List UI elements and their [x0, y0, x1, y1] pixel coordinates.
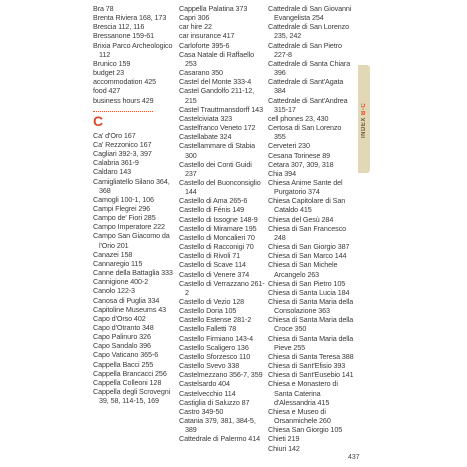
index-entry: Chiesa del Gesù 284 — [268, 214, 334, 224]
index-entry: Chiesa Anime Sante del Purgatorio 374 — [268, 177, 343, 197]
index-entry: Calabria 361-9 — [93, 158, 139, 168]
index-entry: Castello di Vezio 128 — [179, 297, 245, 306]
index-entry: Capo Vaticano 365-6 — [93, 350, 159, 360]
index-entry: Cattedrale di Sant'Andrea 315-17 — [268, 95, 348, 114]
index-entry: Castello Doria 105 — [179, 306, 237, 316]
index-entry: Castellabate 324 — [179, 132, 232, 142]
index-entry: Cappella Colleoni 128 — [93, 377, 162, 387]
index-entry: Casa Natale di Raffaello 253 — [179, 49, 254, 68]
index-entry: Castelfranco Veneto 172 — [179, 123, 256, 133]
index-entry: Chiuri 142 — [268, 443, 300, 453]
index-entry: Castelmezzano 356-7, 359 — [179, 370, 263, 380]
index-entry: Cappella Bacci 255 — [93, 359, 154, 369]
index-entry: Castello di Rivoli 71 — [179, 251, 241, 261]
tab-word: INDEX — [361, 116, 367, 138]
index-entry: Castello di Racconigi 70 — [179, 242, 254, 252]
index-entry: Capo d'Otranto 348 — [93, 323, 154, 332]
index-entry: Chiesa di Santa Teresa 388 — [268, 351, 354, 361]
index-entry: Chiesa di San Francesco 248 — [268, 223, 347, 242]
index-entry: Chiesa di San Michele Arcangelo 263 — [268, 260, 338, 279]
letter-heading: C — [93, 112, 104, 129]
index-entry: Cerveteri 230 — [268, 141, 310, 151]
letter-separator — [93, 111, 153, 112]
index-entry: Castel Gandolfo 211-12, 215 — [179, 86, 255, 105]
index-entry: Capo Palinuro 326 — [93, 332, 151, 342]
index-entry: Chia 394 — [268, 168, 296, 178]
index-entry: Cannaregio 115 — [93, 258, 143, 268]
index-entry: Campi Flegrei 296 — [93, 203, 151, 213]
index-entry: Canosa di Puglia 334 — [93, 295, 160, 305]
index-entry: Ca' d'Oro 167 — [93, 130, 136, 140]
index-entry: Cattedrale di Sant'Agata 384 — [268, 77, 344, 96]
index-entry: budget 23 — [93, 68, 125, 78]
index-entry: Cappella Brancacci 256 — [93, 368, 167, 378]
index-entry: Canazei 158 — [93, 249, 133, 259]
index-entry: Castel Trauttmansdorff 143 — [179, 104, 263, 114]
index-entry: Chieti 219 — [268, 434, 300, 444]
index-entry: Castiglia di Saluzzo 87 — [179, 397, 250, 407]
index-entry: Castello di Scave 114 — [179, 260, 246, 270]
index-entry: Castel del Monte 333-4 — [179, 77, 252, 87]
index-entry: Casarano 350 — [179, 68, 223, 78]
index-entry: Canne della Battaglia 333 — [93, 268, 173, 278]
index-tab-label — [360, 100, 368, 140]
index-entry: Castelsardo 404 — [179, 379, 230, 389]
index-entry: Cannigione 400-2 — [93, 277, 149, 287]
index-entry: Chiesa di Santa Maria della Croce 350 — [268, 315, 354, 334]
index-entry: Bressanone 159-61 — [93, 31, 155, 41]
index-entry: Chiesa e Monastero di Santa Caterina d'Alessandria 415 — [268, 379, 338, 407]
index-entry: food 427 — [93, 86, 121, 96]
index-entry: Canolo 122-3 — [93, 286, 135, 296]
index-entry: Castello dei Conti Guidi 237 — [179, 159, 252, 178]
index-entry: Campo de' Fiori 285 — [93, 213, 156, 223]
index-group-c-continued — [179, 4, 265, 444]
index-entry: Cesana Torinese 89 — [268, 150, 330, 160]
index-entry: Castellammare di Stabia 300 — [179, 141, 255, 160]
index-entry: Chiesa di Santa Lucia 184 — [268, 287, 350, 297]
index-entry: Castro 349-50 — [179, 406, 224, 416]
index-entry: Cagliari 392-3, 397 — [93, 149, 152, 159]
index-entry: Chiesa di Sant'Efisio 393 — [268, 361, 346, 371]
index-entry: Chiesa di San Giorgio 387 — [268, 242, 350, 252]
index-entry: Chiesa di Santa Maria della Consolazione 363 — [268, 297, 354, 316]
index-entry: Chiesa di Sant'Eusebio 141 — [268, 370, 354, 380]
index-entry: Chiesa di San Pietro 105 — [268, 278, 346, 288]
page-number: 437 — [348, 454, 360, 461]
index-entry: Camogli 100-1, 106 — [93, 194, 154, 204]
index-entry: Castello Sforzesco 110 — [179, 351, 251, 361]
index-entry: Brunico 159 — [93, 58, 131, 68]
index-entry: Carloforte 395-6 — [179, 40, 230, 50]
index-entry: Castello del Buonconsiglio 144 — [179, 177, 261, 197]
index-entry: Cattedrale di San Giovanni Evangelista 254 — [268, 4, 352, 23]
index-entry: Cattedrale di Santa Chiara 396 — [268, 58, 351, 78]
index-entry: Capo d'Orso 402 — [93, 313, 146, 323]
index-entry: Brixia Parco Archeologico 112 — [93, 40, 173, 59]
index-entry: Chiesa e Museo di Orsanmichele 260 — [268, 406, 331, 426]
index-group-c-continued-2 — [268, 4, 354, 453]
index-group-c — [93, 131, 173, 406]
index-entry: Castelvecchio 114 — [179, 388, 236, 398]
index-entry: Castello Falletti 78 — [179, 324, 237, 334]
index-entry: Castello Svevo 338 — [179, 361, 240, 371]
index-entry: car insurance 417 — [179, 31, 235, 41]
index-entry: Castello di Issogne 148-9 — [179, 214, 258, 224]
index-entry: Castello Firmiano 143-4 — [179, 333, 254, 343]
index-entry: Chiesa Capitolare di San Cataldo 415 — [268, 196, 346, 215]
index-entry: Chiesa di Santa Maria della Pieve 255 — [268, 333, 354, 352]
index-entry: Capri 306 — [179, 13, 210, 23]
index-entry: Catania 379, 381, 384-5, 389 — [179, 416, 256, 435]
index-column-3 — [268, 4, 354, 453]
index-entry: Camigliatello Silano 364, 368 — [93, 176, 170, 195]
index-entry: Brenta Riviera 168, 173 — [93, 13, 167, 23]
index-entry: Capitoline Museums 43 — [93, 304, 167, 314]
index-entry: Caldaro 143 — [93, 167, 132, 177]
index-group-b — [93, 4, 173, 105]
index-entry: Cattedrale di San Lorenzo 235, 242 — [268, 22, 350, 41]
index-entry: Cattedrale di Palermo 414 — [179, 434, 261, 444]
index-entry: Certosa di San Lorenzo 355 — [268, 123, 342, 142]
index-entry: cell phones 23, 430 — [268, 113, 329, 123]
index-entry: Brescia 112, 116 — [93, 22, 145, 32]
index-column-2 — [179, 4, 265, 444]
index-entry: Castelciviata 323 — [179, 113, 233, 123]
index-entry: Castello di Venere 374 — [179, 269, 250, 279]
index-entry: Bra 78 — [93, 4, 114, 13]
tab-letters: B-C — [361, 102, 367, 115]
index-entry: Cattedrale di San Pietro 227-8 — [268, 40, 342, 59]
index-entry: Castello di Miramare 195 — [179, 223, 257, 233]
index-column-1 — [93, 4, 173, 405]
index-entry: Castello Estense 281-2 — [179, 315, 252, 325]
index-entry: accommodation 425 — [93, 77, 157, 87]
index-entry: Ca' Rezzonico 167 — [93, 139, 152, 149]
index-entry: Campo Imperatore 222 — [93, 222, 165, 232]
index-entry: Castello di Fénis 149 — [179, 205, 245, 215]
index-entry: Castello di Ama 265-6 — [179, 196, 248, 206]
index-entry: Chiesa di San Marco 144 — [268, 251, 347, 261]
index-entry: business hours 429 — [93, 95, 154, 105]
index-entry: car hire 22 — [179, 22, 212, 32]
index-entry: Chiesa San Giorgio 105 — [268, 425, 343, 435]
index-entry: Castello Scaligero 136 — [179, 342, 249, 352]
index-entry: Cappella Palatina 373 — [179, 4, 248, 13]
index-entry: Cetara 307, 309, 318 — [268, 159, 334, 169]
index-entry: Capo Sandalo 396 — [93, 341, 151, 351]
index-entry: Cappella degli Scrovegni 39, 58, 114-15, 169 — [93, 387, 171, 406]
index-entry: Castello di Moncalieri 70 — [179, 232, 255, 242]
index-entry: Campo San Giacomo da l'Orio 201 — [93, 231, 170, 250]
index-entry: Castello di Verrazzano 261-2 — [179, 278, 265, 297]
